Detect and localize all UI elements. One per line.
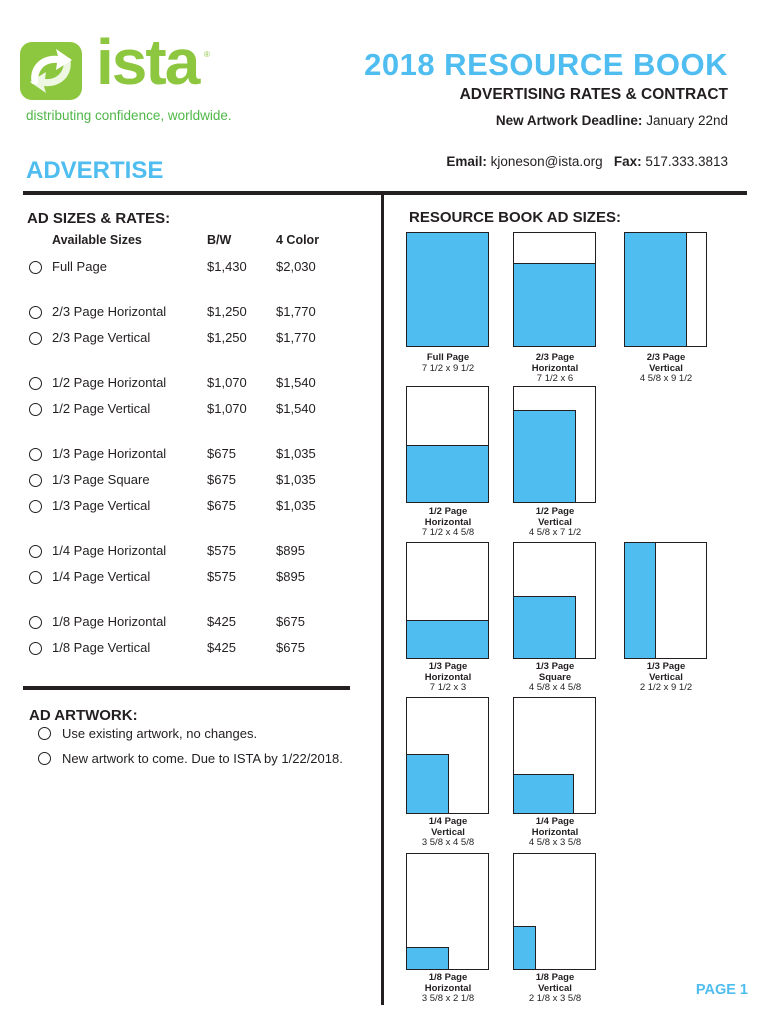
radio-1-2-page-horizontal[interactable] bbox=[29, 377, 42, 390]
caption-two-thirds-vertical: 2/3 Page Vertical 4 5/8 x 9 1/2 bbox=[639, 352, 693, 384]
radio-1-3-page-vertical[interactable] bbox=[29, 500, 42, 513]
color-price: $1,035 bbox=[276, 498, 316, 513]
rates-heading: AD SIZES & RATES: bbox=[27, 210, 171, 227]
size-label: 1/8 Page Vertical bbox=[52, 640, 151, 655]
color-price: $675 bbox=[276, 640, 305, 655]
trademark-mark: ® bbox=[204, 50, 210, 59]
ad-area bbox=[407, 948, 448, 969]
caption-third-square: 1/3 Page Square 4 5/8 x 4 5/8 bbox=[528, 661, 582, 693]
radio-existing-artwork[interactable] bbox=[38, 727, 51, 740]
color-price: $1,035 bbox=[276, 472, 316, 487]
page-title: 2018 RESOURCE BOOK bbox=[364, 47, 728, 82]
ad-area bbox=[407, 755, 448, 813]
bw-price: $1,070 bbox=[207, 401, 247, 416]
fax-label: Fax: bbox=[613, 154, 642, 169]
artwork-heading: AD ARTWORK: bbox=[29, 707, 138, 724]
brand-tagline: distributing confidence, worldwide. bbox=[26, 108, 232, 123]
radio-1-8-page-horizontal[interactable] bbox=[29, 616, 42, 629]
fax-value: 517.333.3813 bbox=[645, 154, 728, 169]
page-number: PAGE 1 bbox=[695, 982, 748, 998]
caption-two-thirds-horizontal: 2/3 Page Horizontal 7 1/2 x 6 bbox=[531, 352, 579, 384]
brand-logo-text: ista bbox=[96, 26, 199, 98]
artwork-deadline bbox=[496, 113, 728, 128]
color-price: $1,770 bbox=[276, 330, 316, 345]
diagram-half-vertical bbox=[513, 386, 596, 503]
radio-1-3-page-square[interactable] bbox=[29, 474, 42, 487]
deadline-label: New Artwork Deadline: bbox=[495, 113, 643, 128]
option-new-artwork: New artwork to come. Due to ISTA by 1/22/2018. bbox=[62, 751, 343, 766]
diagram-two-thirds-horizontal bbox=[513, 232, 596, 347]
size-label: 1/4 Page Horizontal bbox=[52, 543, 167, 558]
color-price: $1,540 bbox=[276, 401, 316, 416]
col-header-size: Available Sizes bbox=[52, 233, 142, 247]
radio-1-2-page-vertical[interactable] bbox=[29, 403, 42, 416]
color-price: $895 bbox=[276, 569, 305, 584]
radio-1-8-page-vertical[interactable] bbox=[29, 642, 42, 655]
recycle-arrows-icon bbox=[18, 40, 84, 102]
color-price: $2,030 bbox=[276, 259, 316, 274]
size-label: 2/3 Page Horizontal bbox=[52, 304, 167, 319]
diagram-half-horizontal bbox=[406, 386, 489, 503]
color-price: $1,770 bbox=[276, 304, 316, 319]
color-price: $675 bbox=[276, 614, 305, 629]
ad-area bbox=[407, 621, 488, 658]
header-divider bbox=[23, 191, 747, 195]
ad-area bbox=[514, 264, 595, 346]
radio-1-4-page-vertical[interactable] bbox=[29, 571, 42, 584]
size-label: 1/3 Page Horizontal bbox=[52, 446, 167, 461]
email-link[interactable]: kjoneson@ista.org bbox=[490, 154, 603, 169]
bw-price: $575 bbox=[207, 569, 236, 584]
ad-area bbox=[625, 233, 686, 346]
size-label: 1/8 Page Horizontal bbox=[52, 614, 167, 629]
radio-2-3-page-vertical[interactable] bbox=[29, 332, 42, 345]
size-label: 1/2 Page Vertical bbox=[52, 401, 151, 416]
sizes-heading: RESOURCE BOOK AD SIZES: bbox=[409, 209, 621, 226]
bw-price: $675 bbox=[207, 498, 236, 513]
size-label: 1/4 Page Vertical bbox=[52, 569, 151, 584]
diagram-third-square bbox=[513, 542, 596, 659]
diagram-quarter-horizontal bbox=[513, 697, 596, 814]
caption-third-vertical: 1/3 Page Vertical 2 1/2 x 9 1/2 bbox=[639, 661, 693, 693]
bw-price: $575 bbox=[207, 543, 236, 558]
caption-half-vertical: 1/2 Page Vertical 4 5/8 x 7 1/2 bbox=[528, 506, 582, 538]
radio-1-3-page-horizontal[interactable] bbox=[29, 448, 42, 461]
caption-half-horizontal: 1/2 Page Horizontal 7 1/2 x 4 5/8 bbox=[421, 506, 475, 538]
bw-price: $1,430 bbox=[207, 259, 247, 274]
ad-area bbox=[407, 446, 488, 502]
column-divider bbox=[381, 195, 384, 1005]
diagram-full-page bbox=[406, 232, 489, 347]
section-title: ADVERTISE bbox=[26, 157, 164, 184]
diagram-third-vertical bbox=[624, 542, 707, 659]
col-header-color: 4 Color bbox=[276, 233, 320, 247]
color-price: $895 bbox=[276, 543, 305, 558]
radio-new-artwork[interactable] bbox=[38, 752, 51, 765]
bw-price: $1,250 bbox=[207, 304, 247, 319]
radio-1-4-page-horizontal[interactable] bbox=[29, 545, 42, 558]
size-label: 1/3 Page Square bbox=[52, 472, 150, 487]
ad-area bbox=[625, 543, 655, 658]
deadline-value: January 22nd bbox=[646, 113, 728, 128]
diagram-quarter-vertical bbox=[406, 697, 489, 814]
option-existing-artwork: Use existing artwork, no changes. bbox=[62, 726, 258, 741]
bw-price: $1,070 bbox=[207, 375, 247, 390]
diagram-third-horizontal bbox=[406, 542, 489, 659]
radio-2-3-page-horizontal[interactable] bbox=[29, 306, 42, 319]
section-divider bbox=[23, 686, 350, 690]
caption-eighth-vertical: 1/8 Page Vertical 2 1/8 x 3 5/8 bbox=[528, 972, 582, 1004]
ad-area bbox=[514, 927, 535, 969]
bw-price: $675 bbox=[207, 446, 236, 461]
ad-area bbox=[514, 597, 575, 658]
page-subtitle: ADVERTISING RATES & CONTRACT bbox=[459, 86, 728, 103]
caption-eighth-horizontal: 1/8 Page Horizontal 3 5/8 x 2 1/8 bbox=[421, 972, 475, 1004]
size-label: 2/3 Page Vertical bbox=[52, 330, 151, 345]
caption-full-page: Full Page 7 1/2 x 9 1/2 bbox=[421, 352, 475, 374]
email-label: Email: bbox=[446, 154, 487, 169]
size-label: Full Page bbox=[52, 259, 107, 274]
contact-info bbox=[446, 154, 728, 169]
col-header-bw: B/W bbox=[207, 233, 232, 247]
diagram-eighth-vertical bbox=[513, 853, 596, 970]
bw-price: $425 bbox=[207, 640, 236, 655]
size-label: 1/2 Page Horizontal bbox=[52, 375, 167, 390]
size-label: 1/3 Page Vertical bbox=[52, 498, 151, 513]
ad-area bbox=[514, 411, 575, 502]
bw-price: $425 bbox=[207, 614, 236, 629]
ad-area bbox=[407, 233, 488, 346]
caption-quarter-vertical: 1/4 Page Vertical 3 5/8 x 4 5/8 bbox=[421, 816, 475, 848]
bw-price: $675 bbox=[207, 472, 236, 487]
caption-third-horizontal: 1/3 Page Horizontal 7 1/2 x 3 bbox=[424, 661, 472, 693]
ad-area bbox=[514, 775, 573, 813]
diagram-eighth-horizontal bbox=[406, 853, 489, 970]
caption-quarter-horizontal: 1/4 Page Horizontal 4 5/8 x 3 5/8 bbox=[528, 816, 582, 848]
diagram-two-thirds-vertical bbox=[624, 232, 707, 347]
color-price: $1,540 bbox=[276, 375, 316, 390]
radio-full-page[interactable] bbox=[29, 261, 42, 274]
bw-price: $1,250 bbox=[207, 330, 247, 345]
color-price: $1,035 bbox=[276, 446, 316, 461]
